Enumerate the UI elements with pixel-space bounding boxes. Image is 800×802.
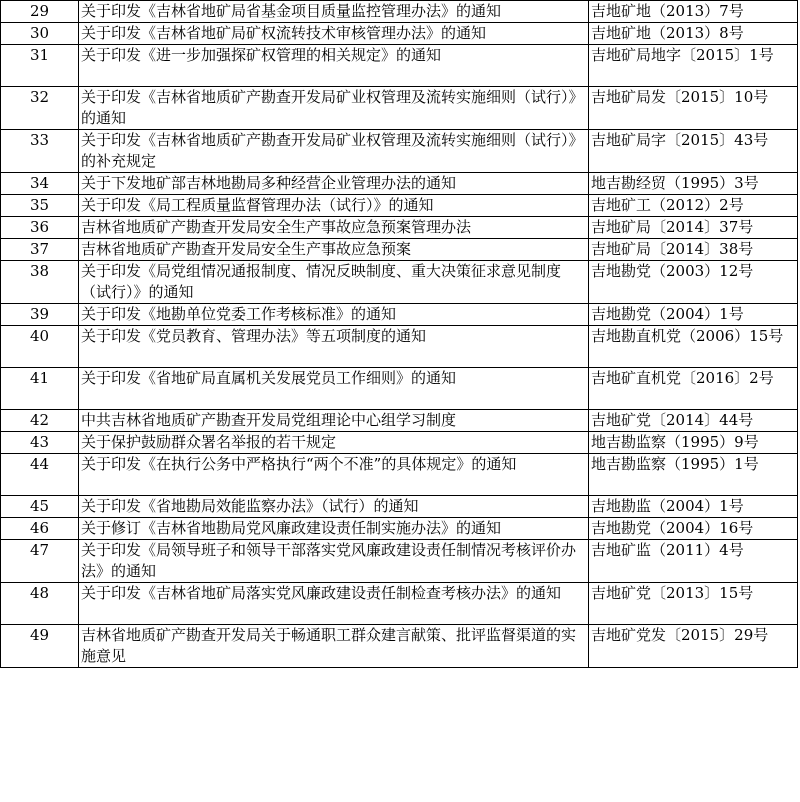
table-row [1, 87, 798, 130]
table-row [1, 217, 798, 239]
row-number: 48 [1, 583, 79, 625]
document-code: 吉地勘党（2004）1号 [589, 304, 798, 326]
document-code: 吉地矿局发〔2015〕10号 [589, 87, 798, 130]
document-code: 地吉勘监察（1995）9号 [589, 432, 798, 454]
document-code: 吉地勘党（2004）16号 [589, 518, 798, 540]
document-code: 吉地矿监（2011）4号 [589, 540, 798, 583]
document-title: 关于印发《地勘单位党委工作考核标准》的通知 [79, 304, 589, 326]
row-number: 29 [1, 1, 79, 23]
row-number: 47 [1, 540, 79, 583]
row-number: 36 [1, 217, 79, 239]
row-number: 41 [1, 368, 79, 410]
document-code: 吉地矿局〔2014〕37号 [589, 217, 798, 239]
row-number: 30 [1, 23, 79, 45]
table-row [1, 239, 798, 261]
table-row [1, 130, 798, 173]
document-title: 关于印发《吉林省地矿局矿权流转技术审核管理办法》的通知 [79, 23, 589, 45]
table-row [1, 583, 798, 625]
document-title: 关于印发《省地矿局直属机关发展党员工作细则》的通知 [79, 368, 589, 410]
document-title: 吉林省地质矿产勘查开发局安全生产事故应急预案管理办法 [79, 217, 589, 239]
row-number: 44 [1, 454, 79, 496]
row-number: 38 [1, 261, 79, 304]
table-row [1, 454, 798, 496]
document-code: 吉地矿党〔2014〕44号 [589, 410, 798, 432]
table-body [1, 1, 798, 668]
table-row [1, 173, 798, 195]
row-number: 45 [1, 496, 79, 518]
document-code: 吉地勘监（2004）1号 [589, 496, 798, 518]
document-title: 关于印发《局工程质量监督管理办法（试行）》的通知 [79, 195, 589, 217]
table-row [1, 1, 798, 23]
document-title: 关于印发《在执行公务中严格执行“两个不准”的具体规定》的通知 [79, 454, 589, 496]
document-title: 吉林省地质矿产勘查开发局关于畅通职工群众建言献策、批评监督渠道的实施意见 [79, 625, 589, 668]
document-title: 关于印发《吉林省地矿局落实党风廉政建设责任制检查考核办法》的通知 [79, 583, 589, 625]
document-title: 关于印发《局领导班子和领导干部落实党风廉政建设责任制情况考核评价办法》的通知 [79, 540, 589, 583]
document-title: 关于印发《吉林省地质矿产勘查开发局矿业权管理及流转实施细则（试行）》的补充规定 [79, 130, 589, 173]
table-row [1, 368, 798, 410]
document-code: 吉地矿党发〔2015〕29号 [589, 625, 798, 668]
document-code: 吉地勘党（2003）12号 [589, 261, 798, 304]
row-number: 35 [1, 195, 79, 217]
document-title: 关于保护鼓励群众署名举报的若干规定 [79, 432, 589, 454]
table-row [1, 518, 798, 540]
document-code: 地吉勘经贸（1995）3号 [589, 173, 798, 195]
row-number: 40 [1, 326, 79, 368]
document-title: 关于印发《吉林省地矿局省基金项目质量监控管理办法》的通知 [79, 1, 589, 23]
table-row [1, 432, 798, 454]
row-number: 33 [1, 130, 79, 173]
row-number: 46 [1, 518, 79, 540]
table-row [1, 45, 798, 87]
table-row [1, 195, 798, 217]
document-code: 吉地矿地（2013）7号 [589, 1, 798, 23]
table-row [1, 326, 798, 368]
document-title: 关于印发《省地勘局效能监察办法》（试行）的通知 [79, 496, 589, 518]
document-code: 吉地矿工（2012）2号 [589, 195, 798, 217]
document-title: 关于印发《吉林省地质矿产勘查开发局矿业权管理及流转实施细则（试行）》的通知 [79, 87, 589, 130]
document-code: 吉地矿局〔2014〕38号 [589, 239, 798, 261]
document-title: 吉林省地质矿产勘查开发局安全生产事故应急预案 [79, 239, 589, 261]
document-code: 吉地矿局地字〔2015〕1号 [589, 45, 798, 87]
document-code: 吉地矿直机党〔2016〕2号 [589, 368, 798, 410]
row-number: 43 [1, 432, 79, 454]
row-number: 34 [1, 173, 79, 195]
document-title: 关于印发《进一步加强探矿权管理的相关规定》的通知 [79, 45, 589, 87]
row-number: 31 [1, 45, 79, 87]
document-code: 吉地矿局字〔2015〕43号 [589, 130, 798, 173]
table-row [1, 410, 798, 432]
document-title: 关于修订《吉林省地勘局党风廉政建设责任制实施办法》的通知 [79, 518, 589, 540]
row-number: 49 [1, 625, 79, 668]
table-row [1, 261, 798, 304]
document-code: 吉地矿党〔2013〕15号 [589, 583, 798, 625]
document-title: 关于印发《党员教育、管理办法》等五项制度的通知 [79, 326, 589, 368]
document-code: 地吉勘监察（1995）1号 [589, 454, 798, 496]
row-number: 39 [1, 304, 79, 326]
table-row [1, 304, 798, 326]
row-number: 37 [1, 239, 79, 261]
row-number: 32 [1, 87, 79, 130]
document-code: 吉地矿地（2013）8号 [589, 23, 798, 45]
document-title: 关于印发《局党组情况通报制度、情况反映制度、重大决策征求意见制度（试行）》的通知 [79, 261, 589, 304]
table-row [1, 540, 798, 583]
table-row [1, 23, 798, 45]
document-title: 关于下发地矿部吉林地勘局多种经营企业管理办法的通知 [79, 173, 589, 195]
table-row [1, 496, 798, 518]
document-code: 吉地勘直机党（2006）15号 [589, 326, 798, 368]
table-row [1, 625, 798, 668]
document-title: 中共吉林省地质矿产勘查开发局党组理论中心组学习制度 [79, 410, 589, 432]
row-number: 42 [1, 410, 79, 432]
